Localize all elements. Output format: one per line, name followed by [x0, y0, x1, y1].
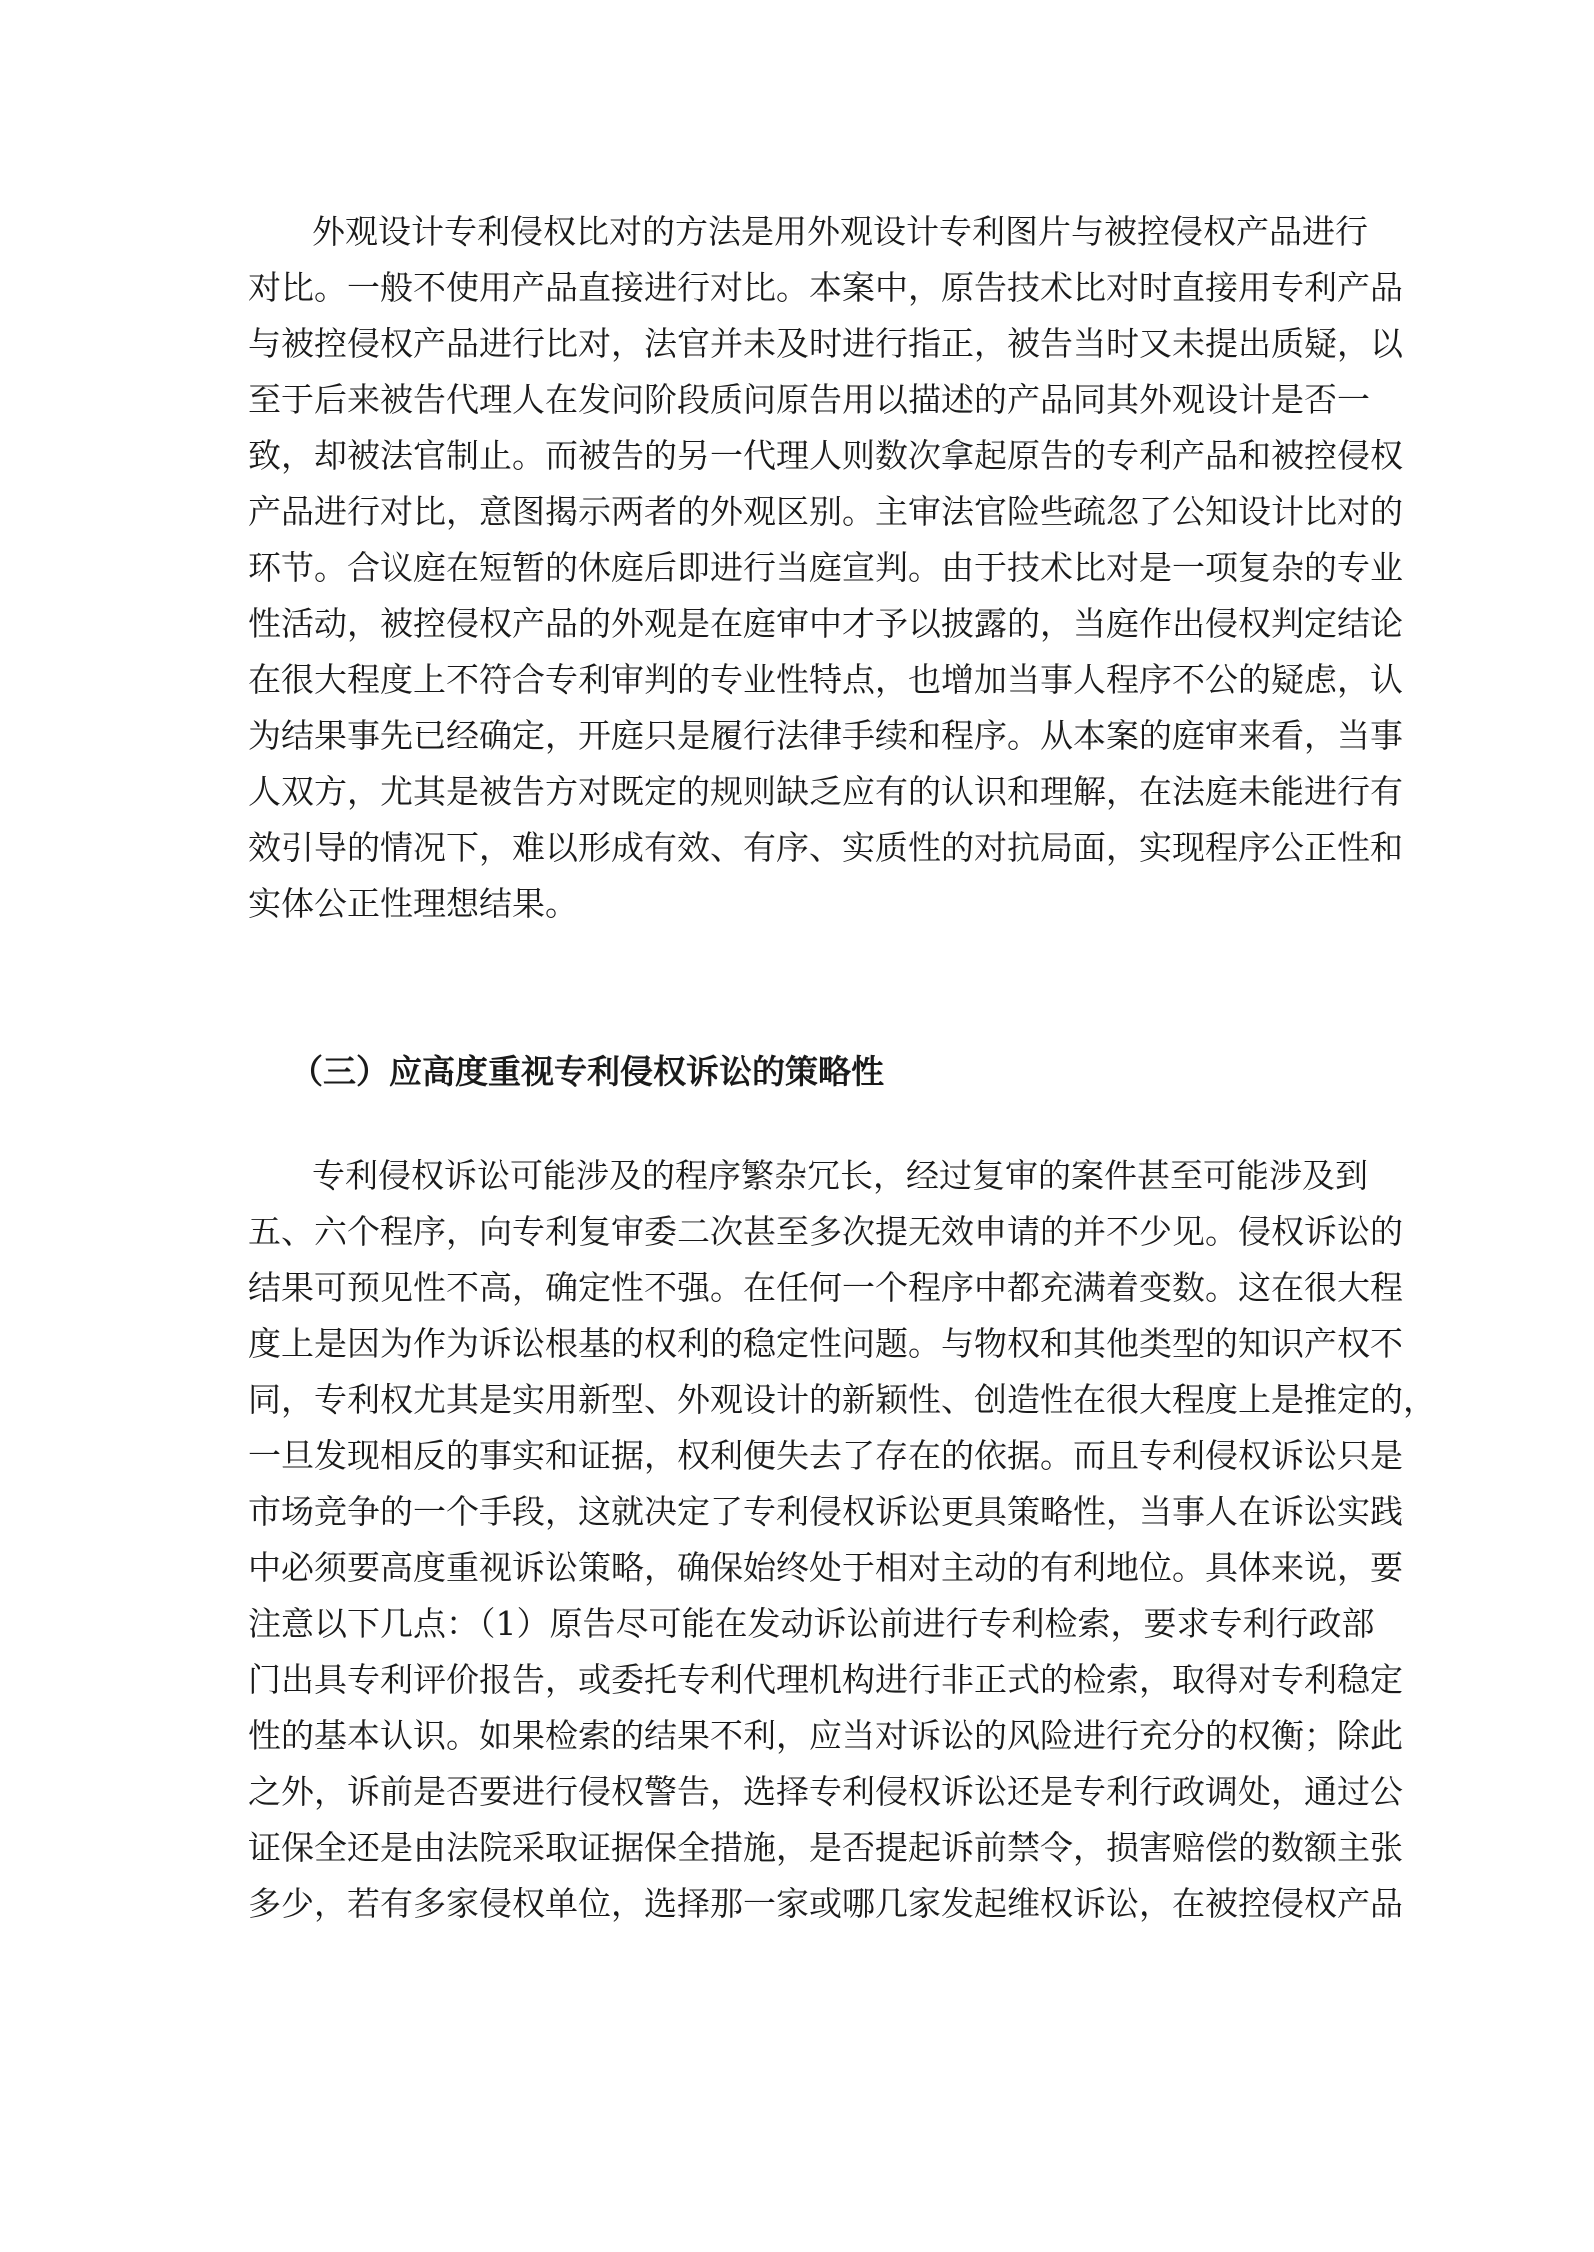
text-line: 注意以下几点：（1）原告尽可能在发动诉讼前进行专利检索，要求专利行政部 — [248, 1604, 1375, 1643]
text-line: 一旦发现相反的事实和证据，权利便失去了存在的依据。而且专利侵权诉讼只是 — [248, 1436, 1403, 1475]
text-line: 之外，诉前是否要进行侵权警告，选择专利侵权诉讼还是专利行政调处，通过公 — [248, 1772, 1403, 1811]
text-line: 环节。合议庭在短暂的休庭后即进行当庭宣判。由于技术比对是一项复杂的专业 — [248, 548, 1403, 587]
text-line: 至于后来被告代理人在发问阶段质问原告用以描述的产品同其外观设计是否一 — [248, 380, 1370, 419]
text-line: 多少，若有多家侵权单位，选择那一家或哪几家发起维权诉讼，在被控侵权产品 — [248, 1884, 1403, 1923]
text-line: 市场竞争的一个手段，这就决定了专利侵权诉讼更具策略性，当事人在诉讼实践 — [248, 1492, 1403, 1531]
text-line: 外观设计专利侵权比对的方法是用外观设计专利图片与被控侵权产品进行 — [312, 212, 1368, 251]
text-line: 在很大程度上不符合专利审判的专业性特点，也增加当事人程序不公的疑虑，认 — [248, 660, 1403, 699]
section-heading: （三）应高度重视专利侵权诉讼的策略性 — [290, 1052, 884, 1091]
text-line: 度上是因为作为诉讼根基的权利的稳定性问题。与物权和其他类型的知识产权不 — [248, 1324, 1403, 1363]
text-line: 专利侵权诉讼可能涉及的程序繁杂冗长，经过复审的案件甚至可能涉及到 — [312, 1156, 1368, 1195]
text-line: 实体公正性理想结果。 — [248, 884, 578, 923]
text-line: 同，专利权尤其是实用新型、外观设计的新颖性、创造性在很大程度上是推定的， — [248, 1380, 1436, 1419]
text-line: 为结果事先已经确定，开庭只是履行法律手续和程序。从本案的庭审来看，当事 — [248, 716, 1403, 755]
text-line: 结果可预见性不高，确定性不强。在任何一个程序中都充满着变数。这在很大程 — [248, 1268, 1403, 1307]
text-line: 门出具专利评价报告，或委托专利代理机构进行非正式的检索，取得对专利稳定 — [248, 1660, 1403, 1699]
text-line: 与被控侵权产品进行比对，法官并未及时进行指正，被告当时又未提出质疑，以 — [248, 324, 1403, 363]
text-line: 中必须要高度重视诉讼策略，确保始终处于相对主动的有利地位。具体来说，要 — [248, 1548, 1403, 1587]
text-line: 证保全还是由法院采取证据保全措施，是否提起诉前禁令，损害赔偿的数额主张 — [248, 1828, 1403, 1867]
text-line: 性活动，被控侵权产品的外观是在庭审中才予以披露的，当庭作出侵权判定结论 — [248, 604, 1403, 643]
text-line: 人双方，尤其是被告方对既定的规则缺乏应有的认识和理解，在法庭未能进行有 — [248, 772, 1403, 811]
text-line: 效引导的情况下，难以形成有效、有序、实质性的对抗局面，实现程序公正性和 — [248, 828, 1403, 867]
text-line: 产品进行对比，意图揭示两者的外观区别。主审法官险些疏忽了公知设计比对的 — [248, 492, 1403, 531]
text-line: 性的基本认识。如果检索的结果不利，应当对诉讼的风险进行充分的权衡；除此 — [248, 1716, 1403, 1755]
text-line: 对比。一般不使用产品直接进行对比。本案中，原告技术比对时直接用专利产品 — [248, 268, 1403, 307]
text-line: 致，却被法官制止。而被告的另一代理人则数次拿起原告的专利产品和被控侵权 — [248, 436, 1403, 475]
text-line: 五、六个程序，向专利复审委二次甚至多次提无效申请的并不少见。侵权诉讼的 — [248, 1212, 1403, 1251]
